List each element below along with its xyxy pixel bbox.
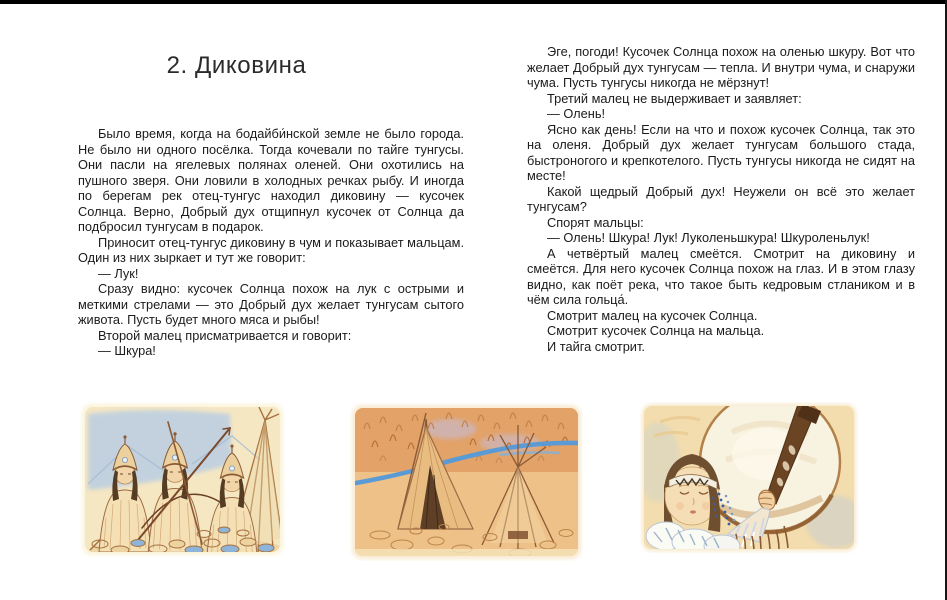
hunters-art — [80, 402, 285, 557]
paragraph: — Олень! — [547, 106, 606, 121]
paragraph: Ясно как день! Если на что и похож кусочек Солнца, так это на оленя. Добрый дух желает тунгусам большого стада, быстроногого и крепкотелого. Пусть тунгусы никогда не сидят на месте! — [527, 121, 915, 183]
paragraph: Сразу видно: кусочек Солнца похож на лук с острыми и меткими стрелами — это Добрый дух желает тунгусам сытого живота. Пусть будет много мяса и рыбы! — [78, 281, 464, 327]
shaman-art — [640, 402, 858, 553]
paragraph: — Олень! Шкура! Лук! Луколеньшкура! Шкуроленьлук! — [547, 230, 870, 245]
right-page-text — [527, 44, 915, 354]
paragraph: И тайга смотрит. — [547, 338, 645, 354]
chapter-title: 2. Диковина — [166, 52, 307, 79]
paragraph: Спорят мальцы: — [547, 214, 644, 230]
paragraph: Третий малец не выдерживает и заявляет: — [547, 90, 802, 106]
paragraph: Смотрит кусочек Солнца на мальца. — [547, 323, 765, 338]
paragraph: Эге, погоди! Кусочек Солнца похож на оленью шкуру. Вот что желает Добрый дух тунгусам — тепла. И внутри чума, и снаружи чума. Пусть тунгусы никогда не мёрзнут! — [527, 44, 915, 90]
illustration-tungus-hunters — [80, 402, 285, 557]
paragraph: Приносит отец-тунгус диковину в чум и показывает мальцам. Один из них зыркает и тут же говорит: — [78, 234, 464, 265]
camp-art — [350, 403, 583, 561]
paragraph: Второй малец присматривается и говорит: — [98, 327, 352, 343]
paragraph: Смотрит малец на кусочек Солнца. — [547, 307, 758, 323]
left-page-text — [78, 126, 464, 359]
paragraph: — Шкура! — [98, 343, 156, 358]
illustration-taiga-camp — [350, 403, 583, 561]
illustration-shaman-with-drum — [640, 402, 858, 553]
paragraph: Какой щедрый Добрый дух! Неужели он всё это желает тунгусам? — [527, 183, 915, 214]
paragraph: — Лук! — [98, 265, 139, 281]
paragraph: Было время, когда на бодайби́нской земле не было города. Не было ни одного посёлка. Тогда кочевали по тайге тунгусы. Они пасли на ягелевых полянах оленей. Они охотились на пушного зверя. Они ловили в холодных речках рыбу. И иногда по берегам рек отец-тунгус находил диковину — кусочек Солнца. Верно, Добрый дух отщипнул кусочек от Солнца да подбросил тунгусам в подарок. — [78, 126, 464, 234]
paragraph: А четвёртый малец смеётся. Смотрит на диковину и смеётся. Для него кусочек Солнца похож на глаз. И в этом глазу видно, как поёт река, что такое быть кедровым стлаником и в чём сила гольца́. — [527, 245, 915, 307]
